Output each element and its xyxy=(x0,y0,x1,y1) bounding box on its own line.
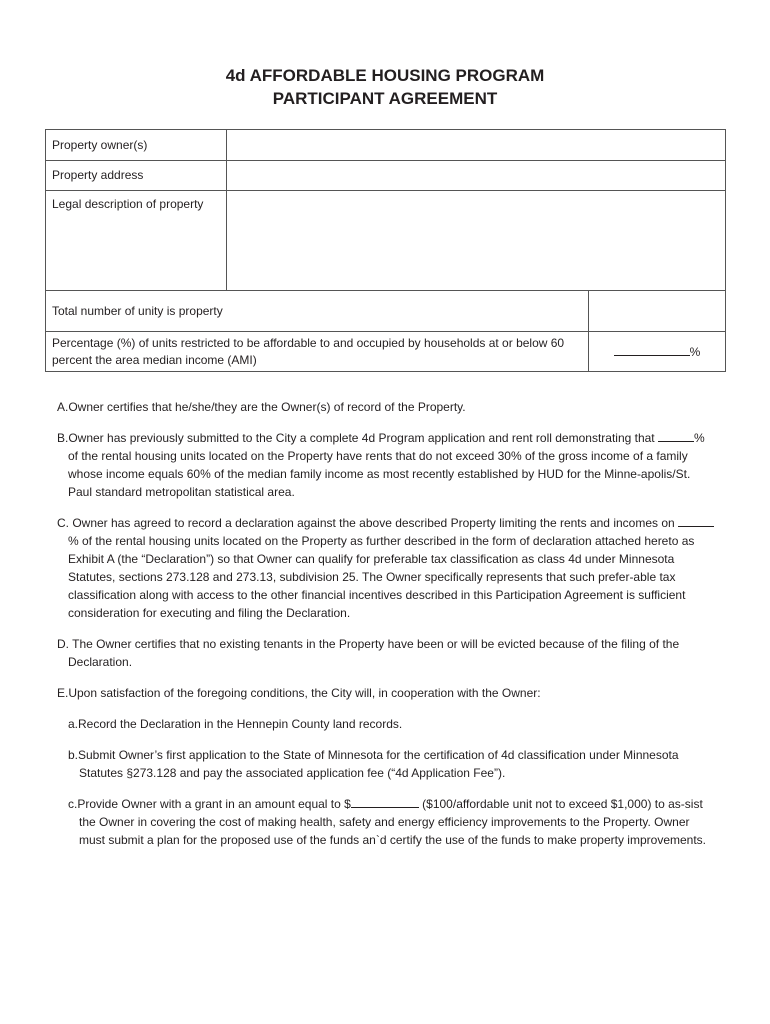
title-line-2: PARTICIPANT AGREEMENT xyxy=(272,89,498,108)
percentage-blank[interactable] xyxy=(614,343,690,356)
percent-sign: % xyxy=(689,344,701,359)
table-row xyxy=(46,291,726,332)
paragraph-e-c-start: c.Provide Owner with a grant in an amount equal to $ xyxy=(68,797,351,811)
table-row xyxy=(46,130,726,161)
paragraph-b xyxy=(57,429,717,501)
paragraph-b-start: B.Owner has previously submitted to the City a complete 4d Program application and rent roll demonstrating that xyxy=(57,431,655,445)
address-label: Property address xyxy=(46,161,227,191)
units-blank-b[interactable] xyxy=(658,429,694,442)
total-units-label: Total number of unity is property xyxy=(46,291,589,332)
page-title xyxy=(0,64,770,110)
paragraph-e-a: a.Record the Declaration in the Hennepin County land records. xyxy=(68,717,403,731)
legal-description-label: Legal description of property xyxy=(46,191,227,291)
paragraph-e-c xyxy=(68,795,717,849)
table-row xyxy=(46,191,726,291)
grant-amount-blank[interactable] xyxy=(351,795,419,808)
property-info-table xyxy=(45,129,726,372)
paragraph-c xyxy=(57,514,717,622)
units-blank-c[interactable] xyxy=(678,514,714,527)
paragraph-c-rest: % of the rental housing units located on the Property as further described in the form of declaration attached hereto as Exhibit A (the “Declaration”) so that Owner can qualify for preferable tax classification as class 4d under Minnesota Statutes, sections 273.128 and 273.13, subdivision 25. The Owner specifically represents that such prefer-able tax classification along with access to the other financial incentives described in this Participation Agreement is sufficient consideration for executing and filing the Declaration. xyxy=(68,534,695,620)
paragraph-e: E.Upon satisfaction of the foregoing conditions, the City will, in cooperation with the Owner: xyxy=(57,686,541,700)
paragraph-b-rest: % of the rental housing units located on the Property have rents that do not exceed 30% of the gross income of a family whose income equals 60% of the median family income as most recently established by HUD for the Minne-apolis/St. Paul standard metropolitan statistical area. xyxy=(68,431,705,499)
total-units-field[interactable] xyxy=(589,291,726,332)
legal-description-field[interactable] xyxy=(227,191,726,291)
address-field[interactable] xyxy=(227,161,726,191)
owner-label: Property owner(s) xyxy=(46,130,227,161)
table-row xyxy=(46,332,726,372)
percentage-label: Percentage (%) of units restricted to be affordable to and occupied by households at or below 60 percent the area median income (AMI) xyxy=(46,332,589,372)
paragraph-d: D. The Owner certifies that no existing tenants in the Property have been or will be evicted because of the filing of the Declaration. xyxy=(57,637,680,669)
paragraph-c-start: C. Owner has agreed to record a declaration against the above described Property limiting the rents and incomes on xyxy=(57,516,675,530)
agreement-body xyxy=(57,398,717,862)
title-line-1: 4d AFFORDABLE HOUSING PROGRAM xyxy=(225,66,545,85)
paragraph-e-c-rest: ($100/affordable unit not to exceed $1,000) to as-sist the Owner in covering the cost of making health, safety and energy efficiency improvements to the Property. Owner must submit a plan for the proposed use of the funds an`d certify the use of the funds to make property improvements. xyxy=(79,797,706,847)
paragraph-e-b: b.Submit Owner’s first application to the State of Minnesota for the certification of 4d classification under Minnesota Statutes §273.128 and pay the associated application fee (“4d Application Fee”). xyxy=(68,748,679,780)
table-row xyxy=(46,161,726,191)
paragraph-a: A.Owner certifies that he/she/they are the Owner(s) of record of the Property. xyxy=(57,400,466,414)
percentage-field[interactable] xyxy=(589,332,726,372)
owner-field[interactable] xyxy=(227,130,726,161)
